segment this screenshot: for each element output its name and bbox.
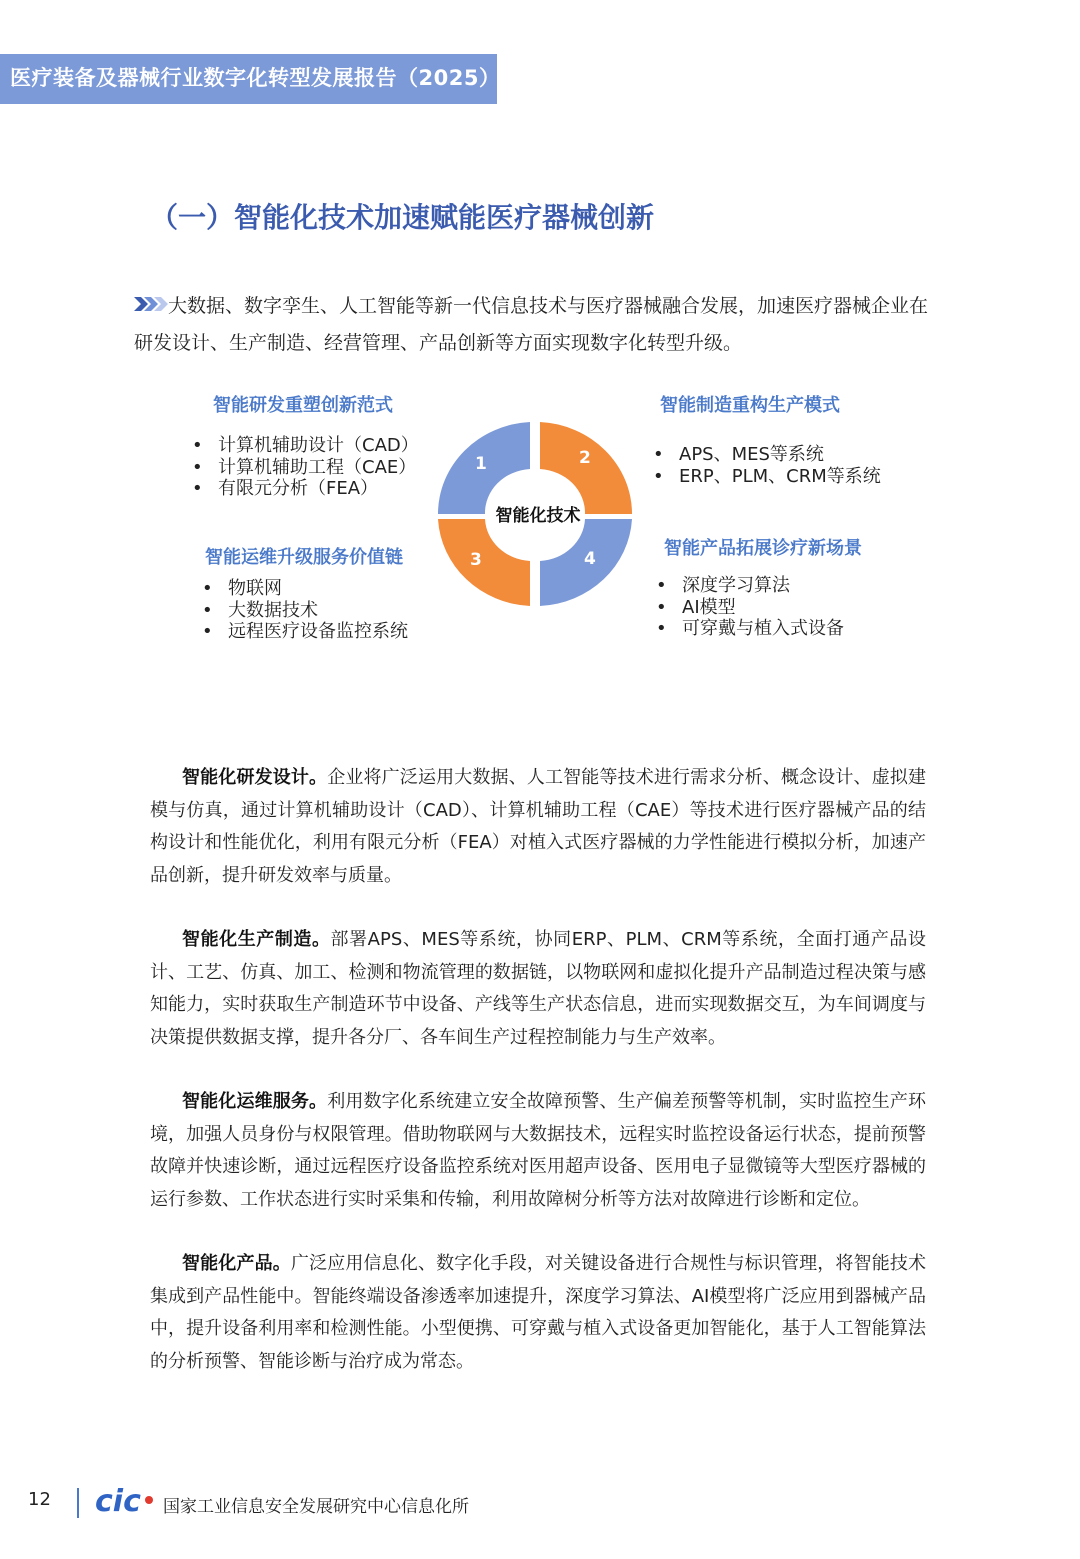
- list-item: • 计算机辅助设计（CAD）: [192, 435, 419, 457]
- list-item: • 计算机辅助工程（CAE）: [192, 457, 419, 479]
- quadrant-3-list: [202, 578, 408, 643]
- paragraph-lead: 智能化产品。: [182, 1253, 291, 1274]
- paragraph-text: 广泛应用信息化、数字化手段，对关键设备进行合规性与标识管理，将智能技术集成到产品性能中。智能终端设备渗透率加速提升，深度学习算法、AI模型将广泛应用到器械产品中，提升设备利用率和检测性能。小型便携、可穿戴与植入式设备更加智能化，基于人工智能算法的分析预警、智能诊断与治疗成为常态。: [150, 1253, 927, 1372]
- ring-center-label: 智能化技术: [495, 506, 581, 526]
- list-item: • 可穿戴与植入式设备: [656, 618, 844, 640]
- list-item: • 有限元分析（FEA）: [192, 478, 419, 500]
- intro-paragraph: [134, 288, 934, 362]
- list-item: • 物联网: [202, 578, 408, 600]
- segment-3-number: 3: [470, 550, 482, 570]
- list-item: • AI模型: [656, 597, 844, 619]
- footer-organization: 国家工业信息安全发展研究中心信息化所: [163, 1497, 469, 1517]
- cic-logo-icon: [95, 1484, 155, 1518]
- quadrant-2-list: [653, 444, 881, 487]
- quadrant-1-heading: 智能研发重塑创新范式: [213, 395, 393, 416]
- segment-3: [438, 519, 530, 606]
- list-item: • 远程医疗设备监控系统: [202, 621, 408, 643]
- paragraph-operations: [150, 1086, 926, 1216]
- section-title: （一）智能化技术加速赋能医疗器械创新: [150, 201, 655, 234]
- list-item: • 大数据技术: [202, 600, 408, 622]
- footer-divider: [77, 1488, 79, 1518]
- quadrant-1-list: [192, 435, 419, 500]
- quadrant-4-list: [656, 575, 844, 640]
- paragraph-lead: 智能化生产制造。: [182, 929, 331, 950]
- list-item: • APS、MES等系统: [653, 444, 881, 466]
- paragraph-lead: 智能化研发设计。: [182, 767, 328, 788]
- segment-2-number: 2: [579, 448, 591, 468]
- quadrant-2-heading: 智能制造重构生产模式: [660, 395, 840, 416]
- intro-text: 大数据、数字孪生、人工智能等新一代信息技术与医疗器械融合发展，加速医疗器械企业在研发设计、生产制造、经营管理、产品创新等方面实现数字化转型升级。: [134, 295, 929, 354]
- quadrant-3-heading: 智能运维升级服务价值链: [205, 547, 403, 568]
- segment-1-number: 1: [475, 454, 487, 474]
- paragraph-text: 企业将广泛运用大数据、人工智能等技术进行需求分析、概念设计、虚拟建模与仿真，通过计算机辅助设计（CAD）、计算机辅助工程（CAE）等技术进行医疗器械产品的结构设计和性能优化，利用有限元分析（FEA）对植入式医疗器械的力学性能进行模拟分析，加速产品创新，提升研发效率与质量。: [150, 767, 926, 886]
- paragraph-manufacturing: [150, 924, 926, 1054]
- list-item: • 深度学习算法: [656, 575, 844, 597]
- report-title: 医疗装备及器械行业数字化转型发展报告（2025）: [10, 66, 501, 90]
- svg-text:cic: cic: [95, 1484, 141, 1518]
- paragraph-rd: [150, 762, 926, 892]
- double-chevron-icon: [134, 294, 168, 314]
- paragraph-lead: 智能化运维服务。: [182, 1091, 328, 1112]
- paragraph-products: [150, 1248, 926, 1378]
- paragraph-text: 利用数字化系统建立安全故障预警、生产偏差预警等机制，实时监控生产环境，加强人员身份与权限管理。借助物联网与大数据技术，远程实时监控设备运行状态，提前预警故障并快速诊断，通过远程医疗设备监控系统对医用超声设备、医用电子显微镜等大型医疗器械的运行参数、工作状态进行实时采集和传输，利用故障树分析等方法对故障进行诊断和定位。: [150, 1091, 926, 1210]
- list-item: • ERP、PLM、CRM等系统: [653, 466, 881, 488]
- quadrant-4-heading: 智能产品拓展诊疗新场景: [664, 538, 862, 559]
- page-number: 12: [28, 1489, 51, 1510]
- paragraph-text: 部署APS、MES等系统，协同ERP、PLM、CRM等系统，全面打通产品设计、工艺、仿真、加工、检测和物流管理的数据链，以物联网和虚拟化提升产品制造过程决策与感知能力，实时获取生产制造环节中设备、产线等生产状态信息，进而实现数据交互，为车间调度与决策提供数据支撑，提升各分厂、各车间生产过程控制能力与生产效率。: [150, 929, 926, 1048]
- segment-4-number: 4: [584, 549, 596, 569]
